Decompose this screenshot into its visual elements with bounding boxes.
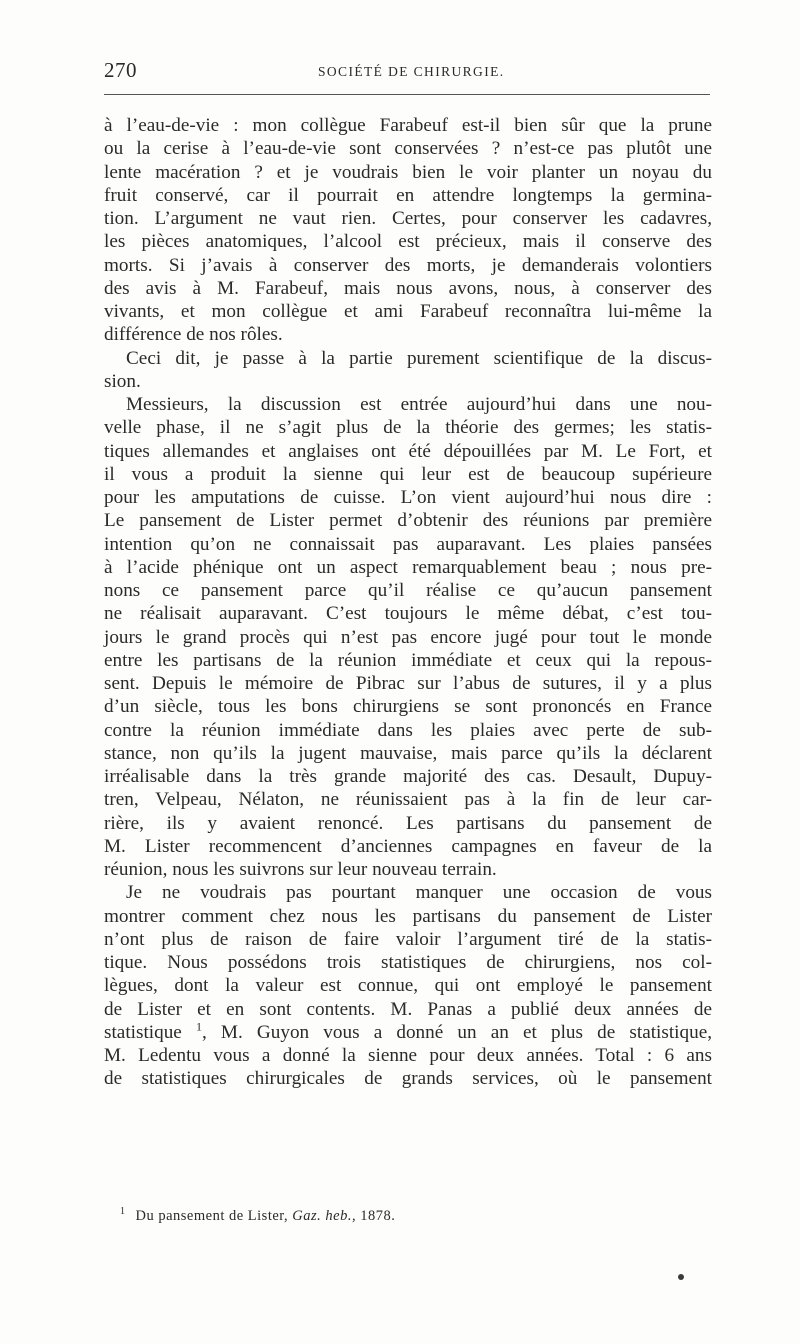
text-line: tiques allemandes et anglaises ont été dépouillées par M. Le Fort, et (104, 440, 712, 462)
text-line: intention qu’on ne connaissait pas auparavant. Les plaies pansées (104, 533, 712, 555)
text-line: Le pansement de Lister permet d’obtenir des réunions par première (104, 510, 712, 532)
text-line: à l’eau-de-vie : mon collègue Farabeuf est-il bien sûr que la prune (104, 115, 712, 136)
text-line: stance, non qu’ils la jugent mauvaise, mais parce qu’ils la déclarent (104, 742, 712, 764)
text-line: lègues, dont la valeur est connue, qui ont employé le pansement (104, 975, 712, 997)
header-rule (104, 94, 710, 95)
text-line: Je ne voudrais pas pourtant manquer une occasion de vous (126, 882, 712, 904)
text-line: tren, Velpeau, Nélaton, ne réunissaient pas à la fin de leur car- (104, 789, 712, 811)
text-line: montrer comment chez nous les partisans du pansement de Lister (104, 905, 712, 927)
text-line: pour les amputations de cuisse. L’on vient aujourd’hui nous dire : (104, 487, 712, 508)
text-line: jours le grand procès qui n’est pas encore jugé pour tout le monde (104, 626, 712, 648)
text-line: entre les partisans de la réunion immédiate et ceux qui la repous- (104, 649, 712, 671)
text-line: M. Ledentu vous a donné la sienne pour deux années. Total : 6 ans (104, 1045, 712, 1066)
text-line: à l’acide phénique ont un aspect remarquablement beau ; nous pre- (104, 556, 712, 578)
text-line: Ceci dit, je passe à la partie purement scientifique de la discus- (126, 347, 712, 369)
text-line: réunion, nous les suivrons sur leur nouveau terrain. (104, 859, 497, 880)
text-line: lente macération ? et je voudrais bien le voir planter un noyau du (104, 161, 712, 183)
text-line: sent. Depuis le mémoire de Pibrac sur l’abus de sutures, il y a plus (104, 673, 712, 694)
text-line: fruit conservé, car il pourrait en attendre longtemps la germina- (104, 184, 712, 206)
text-line: ou la cerise à l’eau-de-vie sont conservées ? n’est-ce pas plutôt une (104, 138, 712, 160)
footnote-text: Du pansement de Lister, (135, 1207, 289, 1224)
text-line: velle phase, il ne s’agit plus de la théorie des germes; les statis- (104, 417, 712, 439)
text-line: n’ont plus de raison de faire valoir l’argument tiré de la statis- (104, 928, 712, 950)
text-line: rière, ils y avaient renoncé. Les partisans du pansement de (104, 812, 712, 834)
text-line: d’un siècle, tous les bons chirurgiens se sont prononcés en France (104, 696, 712, 718)
text-fragment: statistique (104, 1021, 182, 1043)
ink-speck (678, 1274, 684, 1280)
body-text (104, 114, 712, 1091)
running-head (104, 58, 710, 88)
page-number: 270 (104, 58, 137, 82)
footnote (120, 1206, 395, 1225)
text-line: il vous a produit la sienne qui leur est de beaucoup supérieure (104, 463, 712, 485)
text-line: irréalisable dans la très grande majorité des cas. Desault, Dupuy- (104, 766, 712, 787)
text-line: tion. L’argument ne vaut rien. Certes, pour conserver les cadavres, (104, 208, 712, 229)
text-line: Messieurs, la discussion est entrée aujourd’hui dans une nou- (126, 394, 712, 415)
text-line: des avis à M. Farabeuf, mais nous avons, nous, à conserver des (104, 277, 712, 299)
text-line: vivants, et mon collègue et ami Farabeuf reconnaîtra lui-même la (104, 301, 712, 322)
text-line: M. Lister recommencent d’anciennes campagnes en faveur de la (104, 835, 712, 857)
text-line: ne réalisait auparavant. C’est toujours le même débat, c’est tou- (104, 603, 712, 625)
footnote-mark: 1 (120, 1206, 126, 1217)
text-line: contre la réunion immédiate dans les plaies avec perte de sub- (104, 719, 712, 741)
text-fragment: , M. Guyon vous a donné un an et plus de statistique, (201, 1021, 713, 1043)
footnote-year: , 1878. (351, 1207, 396, 1224)
text-line: de statistiques chirurgicales de grands services, où le pansement (104, 1068, 712, 1090)
footnote-reference: 1 (195, 1019, 202, 1034)
text-line (104, 1021, 712, 1044)
text-line: tique. Nous possédons trois statistiques de chirurgiens, nos col- (104, 952, 712, 973)
text-line: nons ce pansement parce qu’il réalise ce qu’aucun pansement (104, 580, 712, 601)
text-line: les pièces anatomiques, l’alcool est précieux, mais il conserve des (104, 231, 712, 253)
running-title: SOCIÉTÉ DE CHIRURGIE. (318, 64, 505, 79)
text-line: différence de nos rôles. (104, 324, 283, 346)
text-line: de Lister et en sont contents. M. Panas a publié deux années de (104, 998, 712, 1020)
text-line: sion. (104, 370, 141, 392)
footnote-journal: Gaz. heb. (292, 1207, 352, 1224)
text-line: morts. Si j’avais à conserver des morts, je demanderais volontiers (104, 254, 712, 276)
